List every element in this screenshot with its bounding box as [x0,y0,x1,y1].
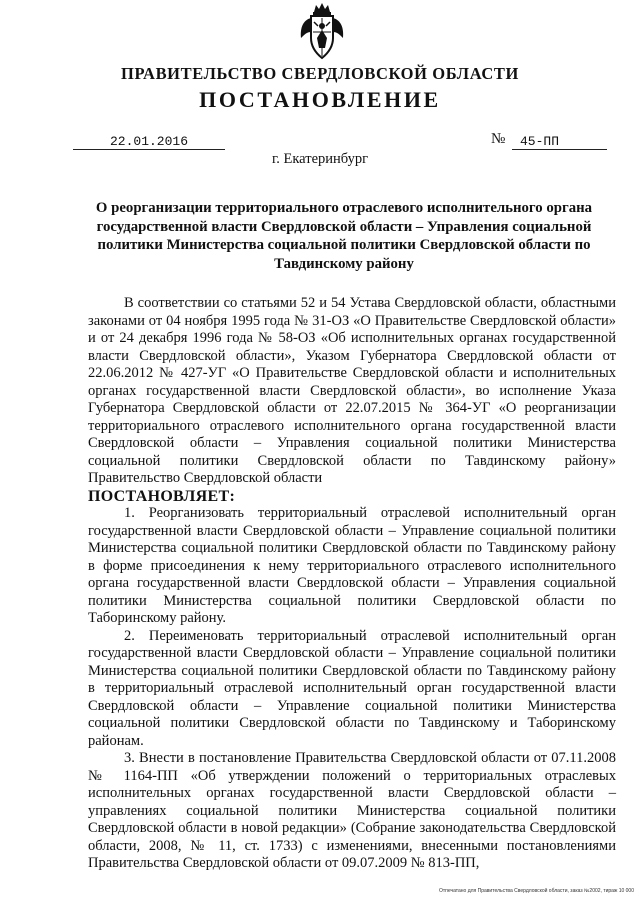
document-body [88,295,616,873]
document-type: ПОСТАНОВЛЕНИЕ [199,87,441,112]
list-item: 2. Переименовать территориальный отраслевой исполнительный орган государственной власти Свердловской области – Управление социальной политики Министерства социальной политики Свердловской области по Тавдинскому району в территориальный отраслевой исполнительный орган государственной власти Свердловской области – Управление социальной политики Министерства социальной политики Свердловской области по Тавдинскому и Таборинскому районам. [88,627,616,749]
print-footer: Отпечатано для Правительства Свердловской области, заказ №2002, тираж 10 000 [438,888,634,894]
coat-of-arms-icon [297,2,347,62]
city: г. Екатеринбург [271,151,369,167]
government-name: ПРАВИТЕЛЬСТВО СВЕРДЛОВСКОЙ ОБЛАСТИ [121,64,519,83]
decree-word: ПОСТАНОВЛЯЕТ: [88,487,236,505]
list-item: 3. Внести в постановление Правительства Свердловской области от 07.11.2008 № 1164-ПП «Об утверждении положений о территориальных отраслевых исполнительных органах государственной власти Свердловской области – управлениях социальной политики Министерства социальной политики Свердловской области в новой редакции» (Собрание законодательства Свердловской области, 2008, № 11, ст. 1733) с изменениями, внесенными постановлениями Правительства Свердловской области от 09.07.2009 № 813-ПП, [88,750,616,871]
document-number: 45-ПП [512,134,607,150]
preamble-paragraph: В соответствии со статьями 52 и 54 Устава Свердловской области, областными законами от 04 ноября 1995 года № 31-ОЗ «О Правительстве Свердловской области» и от 24 декабря 1996 года № 58-ОЗ «Об исполнительных органах государственной власти Свердловской области», Указом Губернатора Свердловской области от 22.06.2012 № 427-УГ «О Правительстве Свердловской области и исполнительных органах государственной власти Свердловской области», во исполнение Указа Губернатора Свердловской области от 22.07.2015 № 364-УГ «О реорганизации территориального отраслевого исполнительного органа государственной власти Свердловской области – Управления социальной политики Министерства социальной политики Свердловской области по Тавдинскому району» Правительство Свердловской области [88,295,616,486]
number-label: № [491,131,506,147]
document-title: О реорганизации территориального отраслевого исполнительного органа государственной власти Свердловской области – Управления социальной политики Министерства социальной политики Свердловской области по Тавдинскому району [95,200,593,272]
document-date: 22.01.2016 [73,134,225,150]
list-item: 1. Реорганизовать территориальный отраслевой исполнительный орган государственной власти Свердловской области – Управление социальной политики Министерства социальной политики Свердловской области по Тавдинскому району в форме присоединения к нему территориального отраслевого исполнительного органа государственной власти Свердловской области – Управления социальной политики Министерства социальной политики Свердловской области по Таборинскому району. [88,505,616,626]
